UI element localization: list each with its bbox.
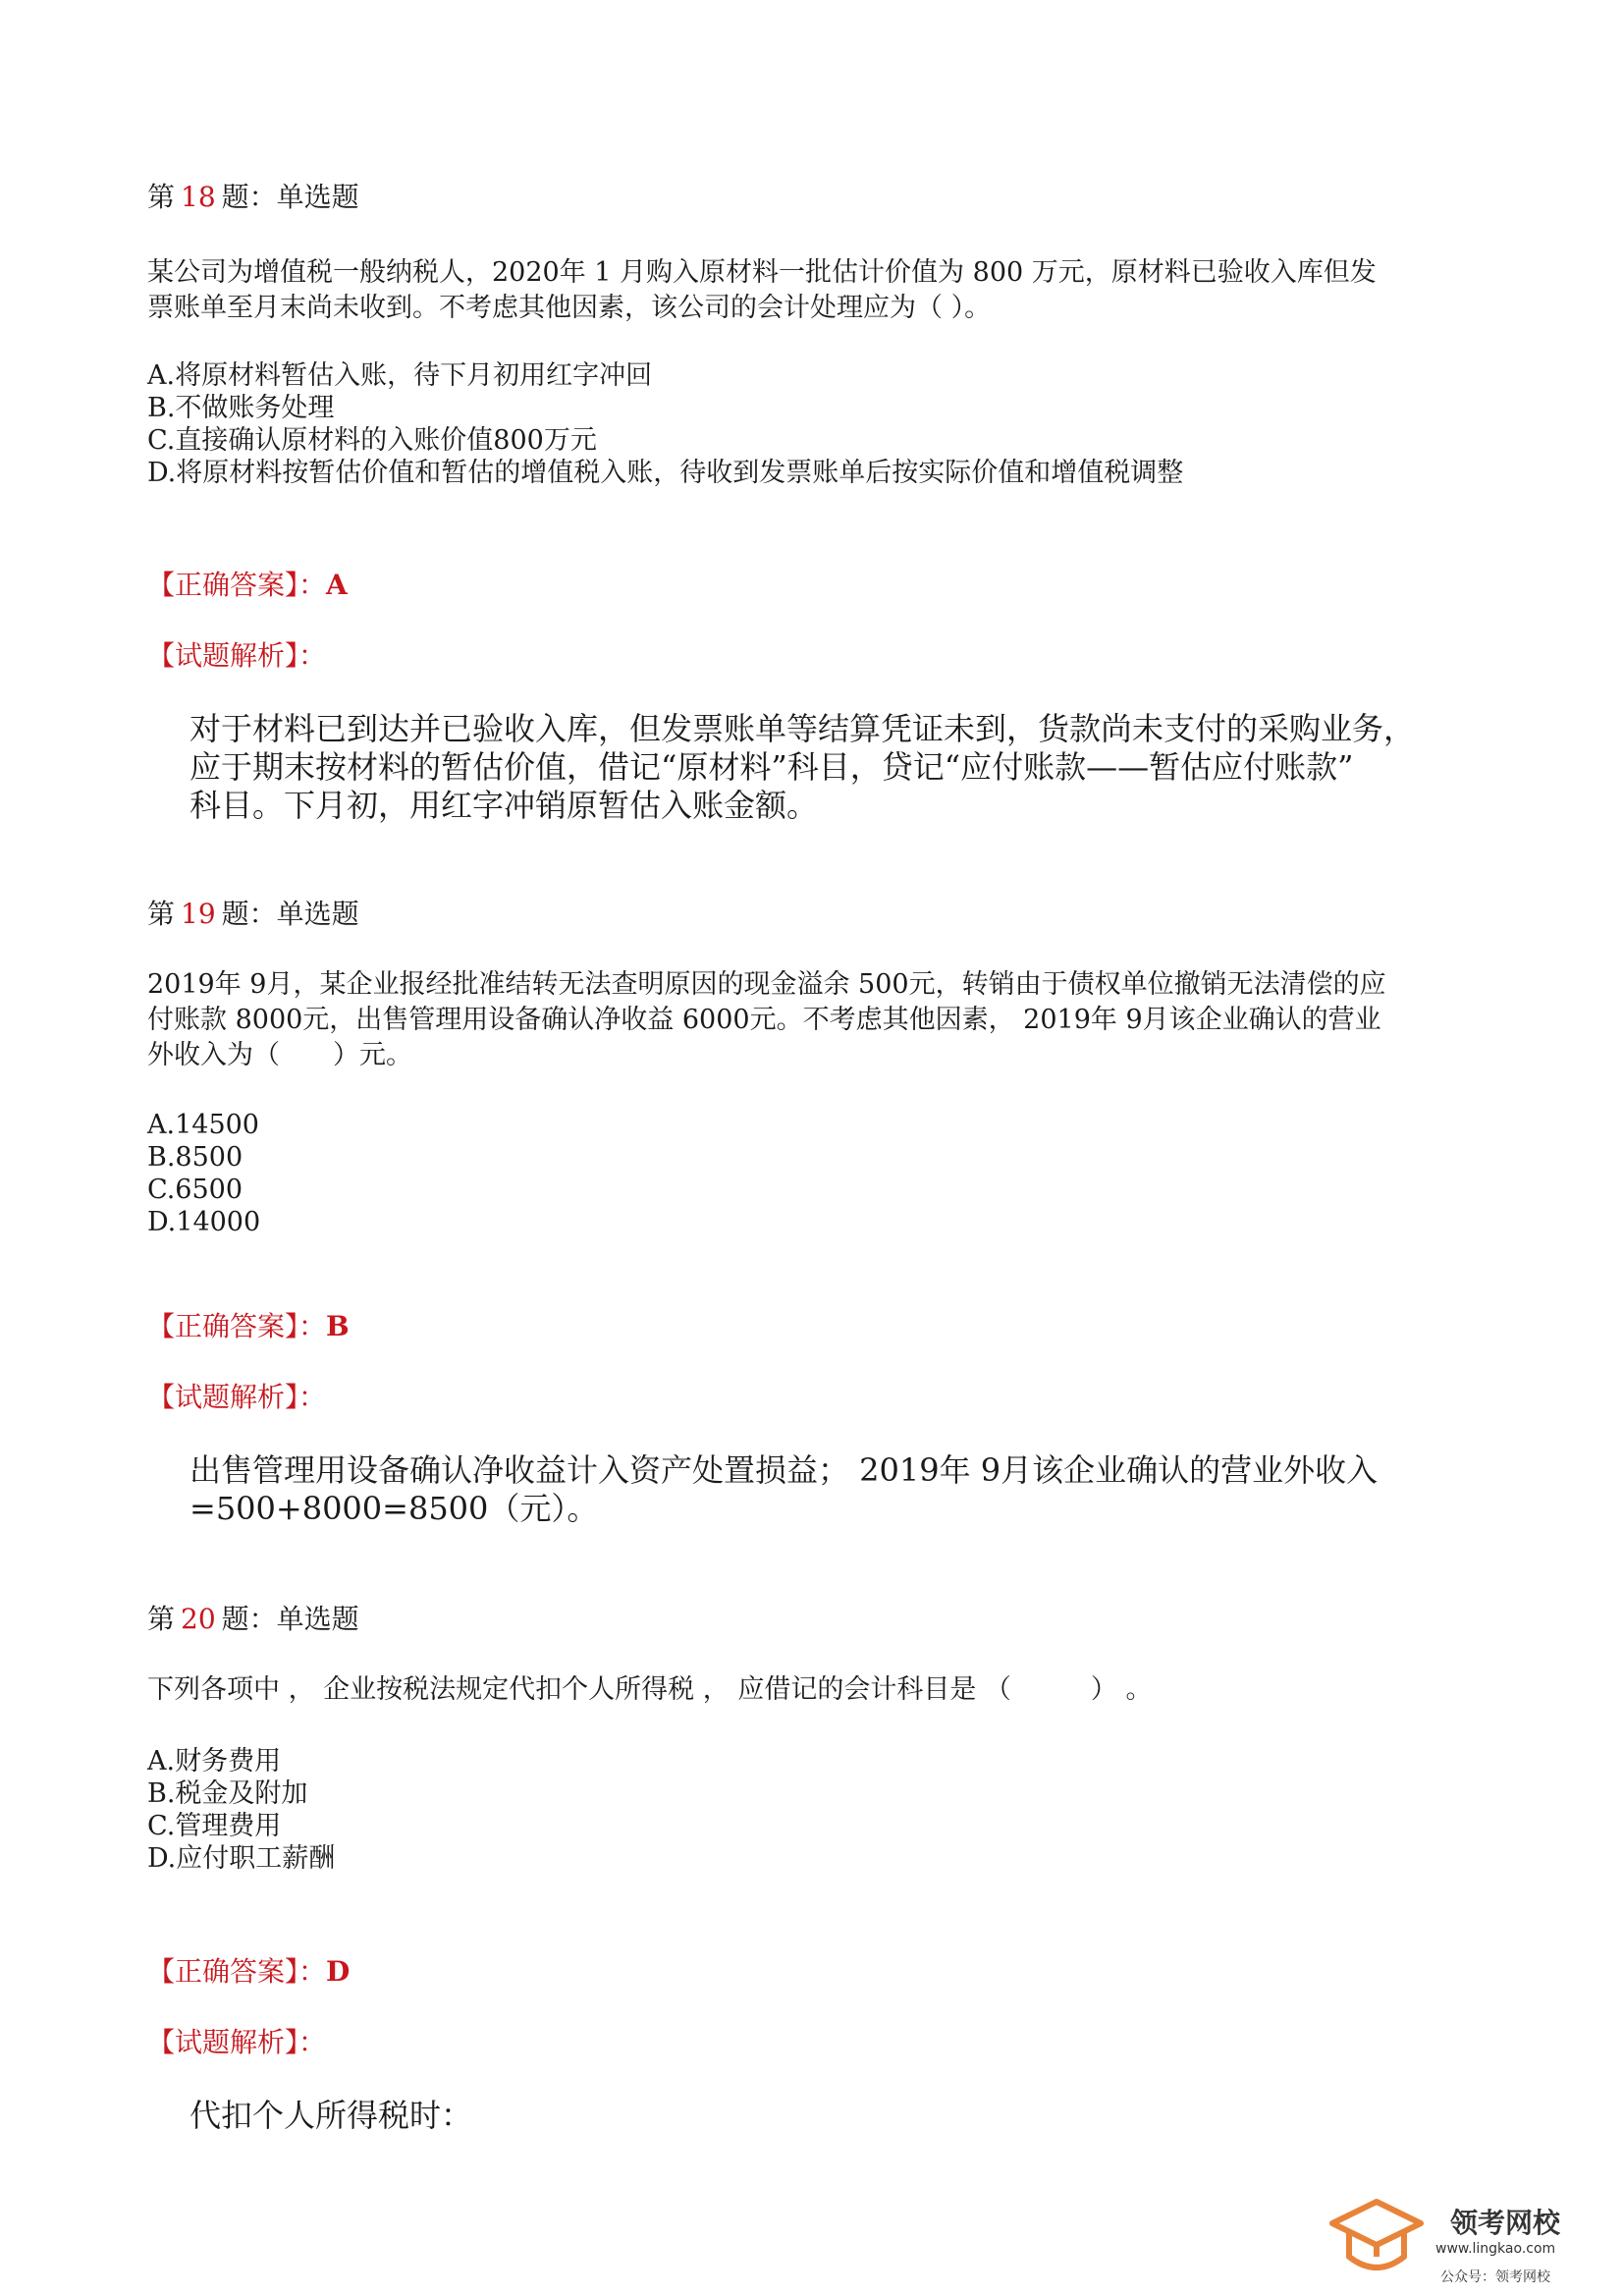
option-list — [147, 1745, 335, 1875]
question-stem: 某公司为增值税一般纳税人，2020年 1 月购入原材料一批估计价值为 800 万元，原材料已验收入库但发 票账单至月末尚未收到。不考虑其他因素，该公司的会计处理应为（ ）。 — [147, 257, 1377, 323]
question-header — [147, 1602, 359, 1637]
question-type: 题：单选题 — [221, 1603, 359, 1635]
logo-wechat: 公众号：领考网校 — [1440, 2269, 1550, 2285]
option-b: B.8500 — [147, 1142, 243, 1173]
answer-value: A — [326, 569, 348, 601]
logo-name: 领考网校 — [1450, 2207, 1561, 2239]
question-prefix: 第 — [147, 898, 176, 930]
question-header — [147, 180, 359, 215]
option-list — [147, 359, 1183, 489]
explanation: 对于材料已到达并已验收入库，但发票账单等结算凭证未到，货款尚未支付的采购业务， 应于期末按材料的暂估价值，借记“原材料”科目，贷记“应付账款——暂估应付账款” 科目。下月初，用红字冲销原暂估入账金额。 — [189, 710, 1416, 824]
question-header — [147, 897, 359, 932]
option-list — [147, 1109, 260, 1238]
correct-answer: 【正确答案】：D — [147, 1955, 351, 1988]
option-c: C.管理费用 — [147, 1811, 282, 1841]
analysis-label: 【试题解析】： — [147, 2026, 327, 2058]
question-number: 19 — [181, 898, 216, 930]
option-b: B.不做账务处理 — [147, 393, 335, 423]
question-prefix: 第 — [147, 1603, 176, 1635]
option-a: A.将原材料暂估入账，待下月初用红字冲回 — [147, 360, 653, 391]
graduation-cap-icon — [1327, 2192, 1426, 2290]
option-c: C.直接确认原材料的入账价值800万元 — [147, 425, 597, 456]
question-type: 题：单选题 — [221, 898, 359, 930]
answer-value: D — [326, 1955, 351, 1988]
question-number: 18 — [181, 181, 216, 213]
correct-answer: 【正确答案】：B — [147, 1310, 350, 1342]
logo-url: www.lingkao.com — [1435, 2241, 1556, 2257]
explanation: 出售管理用设备确认净收益计入资产处置损益； 2019年 9月该企业确认的营业外收入 =500+8000=8500（元）。 — [189, 1451, 1379, 1527]
lingkao-logo — [1327, 2192, 1602, 2290]
question-stem: 下列各项中 ， 企业按税法规定代扣个人所得税 ， 应借记的会计科目是 （ ） 。 — [147, 1674, 1153, 1705]
explanation: 代扣个人所得税时： — [189, 2097, 473, 2134]
analysis-label: 【试题解析】： — [147, 639, 327, 672]
option-d: D.14000 — [147, 1207, 261, 1237]
option-c: C.6500 — [147, 1175, 243, 1205]
option-b: B.税金及附加 — [147, 1778, 308, 1809]
option-d: D.应付职工薪酬 — [147, 1843, 336, 1874]
question-type: 题：单选题 — [221, 181, 359, 213]
analysis-label: 【试题解析】： — [147, 1381, 327, 1413]
option-d: D.将原材料按暂估价值和暂估的增值税入账，待收到发票账单后按实际价值和增值税调整 — [147, 458, 1184, 488]
correct-answer: 【正确答案】：A — [147, 569, 348, 601]
question-number: 20 — [181, 1603, 216, 1635]
question-prefix: 第 — [147, 181, 176, 213]
option-a: A.财务费用 — [147, 1746, 282, 1777]
question-stem: 2019年 9月，某企业报经批准结转无法查明原因的现金溢余 500元，转销由于债权单位撤销无法清偿的应 付账款 8000元，出售管理用设备确认净收益 6000元。不考虑其他因素， 2019年 9月该企业确认的营业 外收入为（ ）元。 — [147, 969, 1386, 1070]
answer-value: B — [326, 1310, 350, 1342]
option-a: A.14500 — [147, 1110, 259, 1140]
